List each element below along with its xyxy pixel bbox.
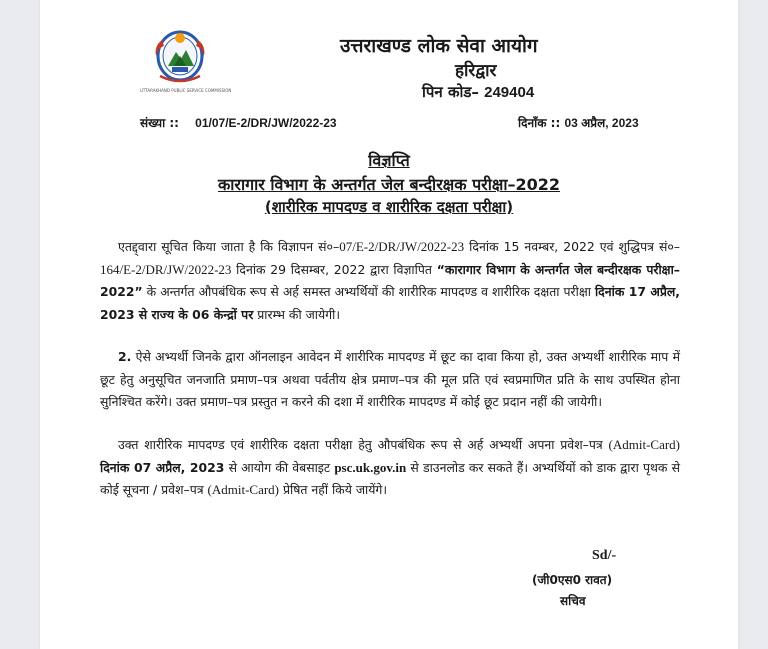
p3-admit-card: (Admit-Card) <box>608 437 680 452</box>
p3-admit-card-2: (Admit-Card) <box>207 482 279 497</box>
pin-label: पिन कोड– <box>422 83 479 101</box>
p3-text-a: उक्त शारीरिक मापदण्ड एवं शारीरिक दक्षता परीक्षा हेतु औपबंधिक रूप से अर्ह अभ्यर्थी अपना प्रवेश–पत्र <box>118 437 609 452</box>
paragraph-1 <box>100 236 680 326</box>
p1-exam-name: “कारागार विभाग के अन्तर्गत जेल बन्दीरक्षक परीक्षा–2022” <box>100 261 680 299</box>
notice-date <box>518 114 639 131</box>
signatory-designation: सचिव <box>560 594 586 608</box>
p2-text: ऐसे अभ्यर्थी जिनके द्वारा ऑनलाइन आवेदन में शारीरिक मापदण्ड में छूट का दावा किया हो, उक्त अभ्यर्थी शारीरिक माप में छूट हेतु अनुसूचित जनजाति प्रमाण–पत्र अथवा पर्वतीय क्षेत्र प्रमाण–पत्र की मूल प्रति एवं स्वप्रमाणित प्रति के साथ उपस्थित होना सुनिश्चित करेंगे। उक्त प्रमाण–पत्र प्रस्तुत न करने की दशा में शारीरिक मापदण्ड में कोई छूट प्रदान नहीं की जायेगी। <box>100 349 680 409</box>
reference-number <box>140 114 337 131</box>
p1-text-e: दिनांक 29 दिसम्बर, 2022 द्वारा विज्ञापित <box>231 261 437 277</box>
pin-code <box>422 82 534 102</box>
signatory-name: (जी0एस0 रावत) <box>532 573 613 587</box>
p3-text-f: से डाउनलोड कर सकते हैं। अभ्यर्थियों को डाक द्वारा पृथक से कोई सूचना / प्रवेश–पत्र <box>100 459 680 497</box>
commission-name: उत्तराखण्ड लोक सेवा आयोग <box>340 35 538 57</box>
p1-text-i: प्रारम्भ की जायेगी। <box>253 306 341 322</box>
date-value: 03 अप्रैल, 2023 <box>564 116 639 130</box>
exam-subtitle: (शारीरिक मापदण्ड व शारीरिक दक्षता परीक्षा) <box>264 198 514 216</box>
p3-text-h: प्रेषित नहीं किये जायेंगे। <box>279 482 388 497</box>
date-label: दिनॉंक :: <box>518 116 561 130</box>
p1-corrigendum-no: 164/E-2/DR/JW/2022-23 <box>100 261 232 277</box>
p1-text-g: के अन्तर्गत औपबंधिक रूप से अर्ह समस्त अभ्यर्थियों की शारीरिक मापदण्ड व शारीरिक दक्षता परीक्षा <box>142 284 595 299</box>
pin-value: 249404 <box>484 84 535 101</box>
p1-text-c: दिनांक 15 नवम्बर, 2022 एवं शुद्धिपत्र सं०– <box>464 239 680 254</box>
p3-text-d: से आयोग की वेबसाइट <box>224 459 335 475</box>
paragraph-2 <box>100 346 680 414</box>
reference-value: 01/07/E-2/DR/JW/2022-23 <box>195 116 337 130</box>
p3-download-date: दिनांक 07 अप्रैल, 2023 <box>100 459 225 475</box>
p1-advert-no: 07/E-2/DR/JW/2022-23 <box>339 239 465 254</box>
paragraph-3 <box>100 434 680 502</box>
p1-text-a: एतद्द्वारा सूचित किया जाता है कि विज्ञापन सं०– <box>118 239 340 254</box>
notice-page <box>40 0 738 649</box>
commission-emblem-icon <box>148 26 212 88</box>
p1-exam-date: दिनांक 17 अप्रैल, 2023 से राज्य के 06 केन्द्रों पर <box>100 284 680 322</box>
notice-heading: विज्ञप्ति <box>368 151 410 170</box>
p2-number: 2. <box>118 349 132 364</box>
signature-sd: Sd/- <box>592 548 617 563</box>
website-link[interactable]: psc.uk.gov.in <box>334 459 407 475</box>
reference-label: संख्या :: <box>140 116 179 130</box>
emblem-caption: UTTARAKHAND PUBLIC SERVICE COMMISSION <box>140 88 232 93</box>
commission-city: हरिद्वार <box>455 61 497 81</box>
exam-title: कारागार विभाग के अन्तर्गत जेल बन्दीरक्षक परीक्षा–2022 <box>217 175 561 194</box>
